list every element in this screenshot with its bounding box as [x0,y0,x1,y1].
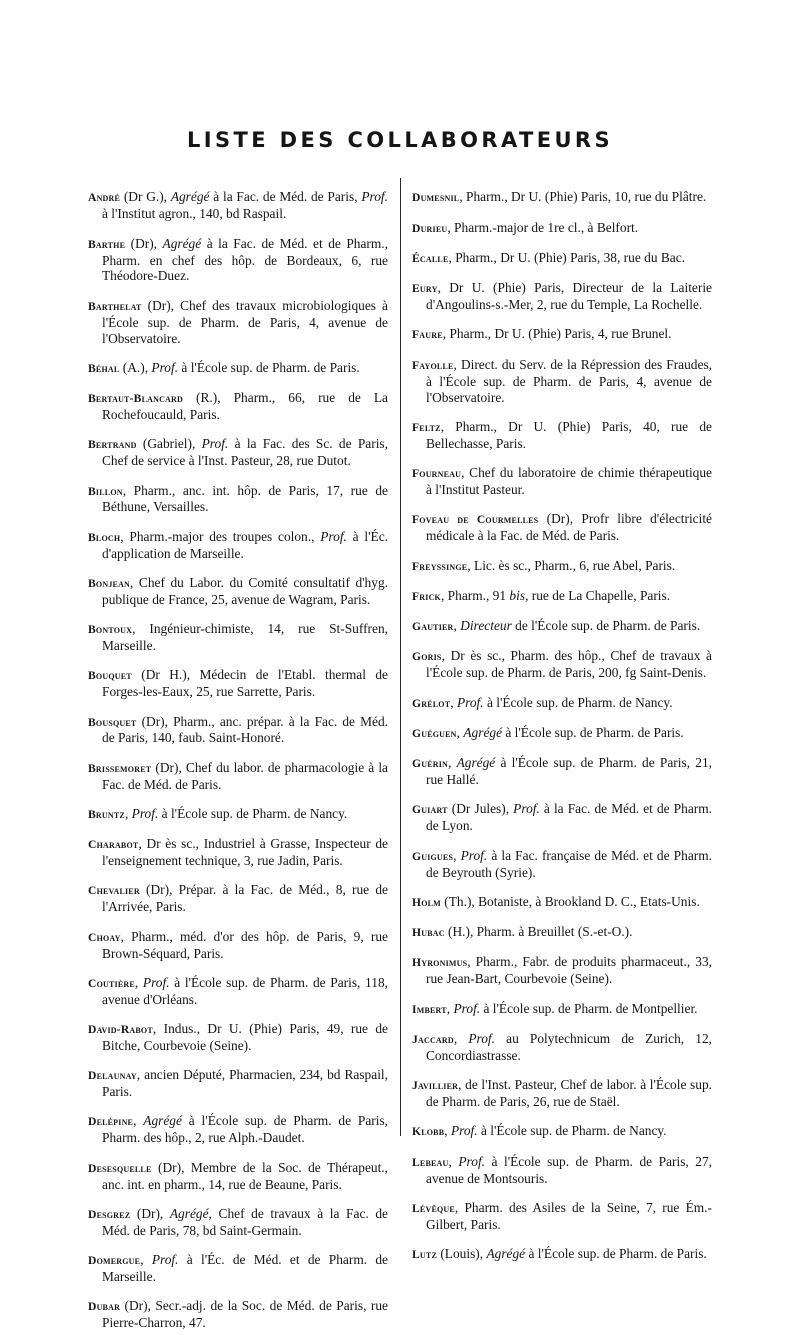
collaborator-entry [88,882,388,915]
collaborator-entry [412,1154,712,1187]
collaborator-name: Guéguen [412,726,457,740]
collaborator-name: Fourneau [412,467,462,481]
collaborator-entry [412,419,712,452]
entry-text: (Louis), [436,1246,487,1261]
collaborator-entry [88,836,388,869]
italic-title: Agrégé [170,189,210,205]
entry-text: à l'École sup. de Pharm. de Nancy. [483,694,673,710]
italic-title: Agrégé [162,235,202,251]
collaborator-name: Billon [88,484,123,498]
entry-text: , Pharm., anc. int. hôp. de Paris, 17, rue de Béthune, Versailles. [102,482,388,515]
collaborator-name: Hyronimus [412,956,468,970]
collaborator-entry [88,436,388,469]
collaborator-entry [412,357,712,406]
collaborator-entry [412,1031,712,1064]
collaborator-entry [412,280,712,313]
italic-title: Agrégé [486,1246,526,1261]
entry-text: , rue de La Chapelle, Paris. [525,587,671,603]
entry-text: , Dr ès sc., Industriel à Grasse, Inspecteur de l'enseignement technique, 3, rue Jadin, Paris. [102,836,388,869]
collaborator-entry [412,326,712,343]
collaborator-name: Feltz [412,420,441,434]
entry-text: , [134,974,143,990]
collaborator-entry [412,1077,712,1110]
entry-text: , [456,724,464,740]
collaborator-entry [412,588,712,605]
entry-text: , Dr U. (Phie) Paris, Directeur de la Laiterie d'Angoulins-s.-Mer, 2, rue du Temple, La Rochelle. [426,280,712,313]
collaborator-entry [88,1113,388,1146]
collaborator-entry [88,236,388,285]
page-title: LISTE DES COLLABORATEURS [186,128,614,152]
entry-text: à la Fac. de Méd. et de Pharm., Pharm. en chef des hôp. de Bordeaux, 6, rue Théodore-Duez. [102,235,388,284]
entry-text: , Pharm., Dr U. (Phie) Paris, 38, rue du Bac. [448,249,686,265]
italic-title: Prof. [456,694,484,710]
collaborator-name: Gautier [412,620,454,634]
collaborator-name: Dubar [88,1300,121,1314]
entry-text: à l'Éc. d'application de Marseille. [102,528,388,561]
collaborator-entry [412,1123,712,1140]
collaborator-name: Bontoux [88,623,133,637]
italic-title: Prof. [201,436,229,452]
entry-text: à l'École sup. de Pharm. de Paris, 27, avenue de Montsouris. [426,1153,712,1186]
collaborator-name: Écalle [412,251,449,265]
collaborator-name: Dumesnil [412,191,460,205]
entry-text: à la Fac. des Sc. de Paris, Chef de service à l'Inst. Pasteur, 28, rue Dutot. [102,436,388,469]
collaborator-name: Bousquet [88,715,137,729]
entry-text: de l'École sup. de Pharm. de Paris. [511,618,701,634]
entry-text: , Pharm. des Asiles de la Seine, 7, rue Ém.-Gilbert, Paris. [426,1199,712,1232]
collaborator-entry [88,1021,388,1054]
italic-title: Prof. [131,805,159,821]
entry-text: à l'Éc. de Méd. et de Pharm. de Marseille. [102,1252,388,1284]
collaborator-name: Hubac [412,926,445,940]
entry-text: , [133,1113,144,1129]
entry-text: (Dr), Chef du labor. de pharmacologie à la Fac. de Méd. de Paris. [102,759,388,792]
entry-text: , Lic. ès sc., Pharm., 6, rue Abel, Paris. [467,557,676,573]
collaborator-name: Klobb [412,1125,445,1139]
entry-text: à la Fac. de Méd. de Paris, [209,189,362,205]
entry-text: , Pharm., Fabr. de produits pharmaceut., 33, rue Jean-Bart, Courbevoie (Seine). [426,954,712,987]
collaborator-entry [88,575,388,608]
entry-text: , Direct. du Serv. de la Répression des Fraudes, à l'École sup. de Pharm. de Paris, 4, avenue de l'Observatoire. [426,356,712,405]
entry-text: à l'École sup. de Pharm. de Paris, 21, rue Hallé. [426,755,712,788]
collaborator-entry [412,954,712,987]
entry-text: , Pharm., Dr U. (Phie) Paris, 4, rue Brunel. [442,326,672,342]
italic-title: bis [509,587,526,603]
entry-text: , Chef de travaux à la Fac. de Méd. de Paris, 78, bd Saint-Germain. [102,1205,388,1238]
collaborator-name: David-Rabot [88,1023,153,1037]
collaborator-entry [88,1298,388,1331]
collaborator-entry [412,924,712,941]
collaborator-name: Brissemoret [88,761,152,775]
collaborator-name: Choay [88,930,121,944]
collaborator-name: Chevalier [88,884,140,898]
collaborator-entry [412,558,712,575]
entry-text: à l'École sup. de Pharm. de Paris. [178,359,360,375]
entry-text: à l'École sup. de Pharm. de Paris. [502,724,684,740]
collaborator-entry [412,1200,712,1233]
collaborator-entry [88,714,388,747]
entry-text: , [140,1252,152,1268]
entry-text: (Dr), [130,1205,170,1221]
collaborator-entry [88,975,388,1008]
entry-text: , [453,1030,469,1046]
collaborator-name: Eury [412,282,438,296]
collaborator-name: Desgrez [88,1207,131,1221]
entry-text: à l'École sup. de Pharm. de Paris, 118, avenue d'Orléans. [102,974,388,1007]
collaborator-name: Barthe [88,237,126,251]
collaborator-entry [88,621,388,654]
italic-title: Directeur [460,618,512,634]
collaborator-entry [412,725,712,742]
collaborator-name: Béhal [88,361,120,375]
entry-text: , Pharm.-major des troupes colon., [120,528,321,544]
collaborator-entry [88,760,388,793]
entry-text: , Indus., Dr U. (Phie) Paris, 49, rue de Bitche, Courbevoie (Seine). [102,1021,388,1053]
entry-text: à l'École sup. de Pharm. de Montpellier. [480,1000,698,1016]
collaborator-entry [88,483,388,516]
entry-text: à l'École sup. de Pharm. de Paris, Pharm. des hôp., 2, rue Alph.-Daudet. [102,1113,388,1146]
left-column [88,176,388,1335]
italic-title: Prof. [450,1123,478,1139]
collaborator-entry [412,618,712,635]
entry-text: à l'Institut agron., 140, bd Raspail. [102,206,287,222]
collaborator-name: Guigues [412,849,454,863]
collaborator-name: Freyssinge [412,559,468,573]
collaborator-name: Barthelat [88,299,142,313]
collaborator-name: Javillier [412,1079,459,1093]
entry-text: , [448,1153,459,1169]
collaborator-entry [88,1206,388,1239]
collaborator-name: Fayolle [412,358,454,372]
entry-text: , Pharm., méd. d'or des hôp. de Paris, 9, rue Brown-Séquard, Paris. [102,928,388,961]
italic-title: Prof. [320,528,347,544]
entry-text: (Dr), [125,235,163,251]
entry-text: , Chef du laboratoire de chimie thérapeutique à l'Institut Pasteur. [426,465,712,497]
italic-title: Prof. [458,1153,486,1169]
collaborator-name: Bonjean [88,576,131,590]
entry-text: (Dr), Chef des travaux microbiologiques à l'École sup. de Pharm. de Paris, 4, avenue de l'Observatoire. [102,297,388,346]
collaborator-name: Grélot [412,696,451,710]
entry-text: (Dr G.), [120,189,171,205]
entry-text: au Polytechnicum de Zurich, 12, Concordiastrasse. [426,1030,712,1063]
collaborator-name: Bertaut-Blancard [88,392,183,406]
entry-text: (R.), Pharm., 66, rue de La Rochefoucauld, Paris. [102,390,388,423]
collaborator-entry [412,250,712,267]
italic-title: Agrégé [143,1113,182,1129]
entry-text: (Dr), Membre de la Soc. de Thérapeut., anc. int. en pharm., 14, rue de Beaune, Paris. [102,1159,388,1192]
collaborator-entry [88,298,388,347]
entry-text: , [446,1000,454,1016]
entry-text: à l'École sup. de Pharm. de Nancy. [158,805,348,821]
italic-title: Prof. [151,359,179,375]
collaborator-name: Lutz [412,1248,437,1261]
entry-text: à l'École sup. de Pharm. de Nancy. [477,1123,667,1139]
entry-text: (Th.), Botaniste, à Brookland D. C., Etats-Unis. [440,893,700,909]
entry-text: , [124,805,132,821]
collaborator-entry [412,695,712,712]
collaborator-entry [412,648,712,681]
collaborator-name: Foveau de Courmelles [412,513,539,527]
collaborator-entry [412,511,712,544]
italic-title: Agrégé [169,1205,209,1221]
entry-text: à la Fac. française de Méd. et de Pharm. de Beyrouth (Syrie). [426,847,712,880]
collaborator-name: André [88,191,121,205]
entry-text: (Dr H.), Médecin de l'Etabl. thermal de Forges-les-Eaux, 25, rue Sarrette, Paris. [102,667,388,700]
collaborator-entry [88,667,388,700]
entry-text: , de l'Inst. Pasteur, Chef de labor. à l'École sup. de Pharm. de Paris, 26, rue de Staël. [426,1077,712,1109]
collaborator-entry [88,1067,388,1100]
entry-text: , Ingénieur-chimiste, 14, rue St-Suffren, Marseille. [102,621,388,654]
collaborator-name: Bloch [88,530,121,544]
collaborator-name: Lebeau [412,1155,449,1169]
entry-text: (Gabriel), [136,436,202,452]
collaborator-entry [412,465,712,498]
entry-text: (Dr), Pharm., anc. prépar. à la Fac. de Méd. de Paris, 140, faub. Saint-Honoré. [102,713,388,746]
collaborator-entry [88,1160,388,1193]
italic-title: Prof. [460,847,488,863]
collaborator-entry [412,1001,712,1018]
entry-text: , Pharm., Dr U. (Phie) Paris, 10, rue du Plâtre. [459,189,707,205]
collaborator-name: Guérin [412,757,448,771]
collaborator-entry [88,929,388,962]
collaborator-entry [88,360,388,377]
collaborator-name: Coutière [88,976,135,990]
collaborator-name: Lévêque [412,1201,455,1215]
entry-text: , Pharm.-major de 1re cl., à Belfort. [447,219,639,235]
collaborator-name: Imbert [412,1002,447,1016]
collaborator-name: Goris [412,650,442,664]
collaborator-entry [412,848,712,881]
collaborator-entry [88,529,388,562]
italic-title: Prof. [513,801,540,817]
italic-title: Prof. [142,974,170,990]
entry-text: , [453,847,461,863]
italic-title: Prof. [468,1030,496,1046]
entry-text: à l'École sup. de Pharm. de Paris. [525,1246,707,1261]
collaborator-name: Holm [412,895,441,909]
entry-text: (Dr), Secr.-adj. de la Soc. de Méd. de Paris, rue Pierre-Charron, 47. [102,1298,388,1331]
collaborator-name: Bouquet [88,669,132,683]
entry-text: , ancien Député, Pharmacien, 234, bd Raspail, Paris. [102,1067,388,1100]
italic-title: Prof. [453,1000,481,1016]
entry-text: (Dr Jules), [447,801,514,817]
collaborator-name: Delépine [88,1115,134,1129]
right-column [412,176,712,1267]
collaborator-entry [412,220,712,237]
entry-text: , [444,1123,451,1139]
entry-text: , [450,694,457,710]
collaborator-name: Domergue [88,1254,141,1268]
collaborator-entry [412,801,712,834]
italic-title: Prof. [151,1252,179,1268]
entry-text: , [448,755,457,771]
collaborator-name: Faure [412,328,443,342]
entry-text: , Dr ès sc., Pharm. des hôp., Chef de travaux à l'École sup. de Pharm. de Paris, 200, fg Saint-Denis. [426,648,712,681]
collaborator-entry [88,1252,388,1285]
collaborator-entry [88,189,388,222]
collaborator-name: Jaccard [412,1032,454,1046]
entry-text: , [453,618,461,634]
entry-text: (H.), Pharm. à Breuillet (S.-et-O.). [444,924,633,940]
collaborator-name: Bruntz [88,807,125,821]
entry-text: à la Fac. de Méd. et de Pharm. de Lyon. [426,801,712,834]
collaborator-name: Durieu [412,221,448,235]
collaborator-entry [412,755,712,788]
collaborator-name: Bertrand [88,438,137,452]
italic-title: Prof. [361,189,388,205]
collaborator-entry [412,1246,712,1263]
collaborator-entry [412,894,712,911]
entry-text: (Dr), Profr libre d'électricité médicale à la Fac. de Méd. de Paris. [426,511,712,544]
entry-text: , Chef du Labor. du Comité consultatif d'hyg. publique de France, 25, avenue de Wagram, Paris. [102,574,388,607]
italic-title: Agrégé [456,755,496,771]
collaborator-entry [88,806,388,823]
collaborator-name: Charabot [88,838,139,852]
collaborator-entry [412,189,712,206]
column-divider [400,178,401,1136]
collaborator-entry [88,390,388,423]
entry-text: , Pharm., 91 [440,587,510,603]
entry-text: (Dr), Prépar. à la Fac. de Méd., 8, rue de l'Arrivée, Paris. [102,882,388,915]
italic-title: Agrégé [463,724,503,740]
entry-text: , Pharm., Dr U. (Phie) Paris, 40, rue de Bellechasse, Paris. [426,418,712,451]
collaborator-name: Delaunay [88,1069,137,1083]
entry-text: (A.), [119,359,152,375]
collaborator-name: Desesquelle [88,1161,152,1175]
collaborator-name: Guiart [412,803,448,817]
collaborator-name: Frick [412,589,441,603]
